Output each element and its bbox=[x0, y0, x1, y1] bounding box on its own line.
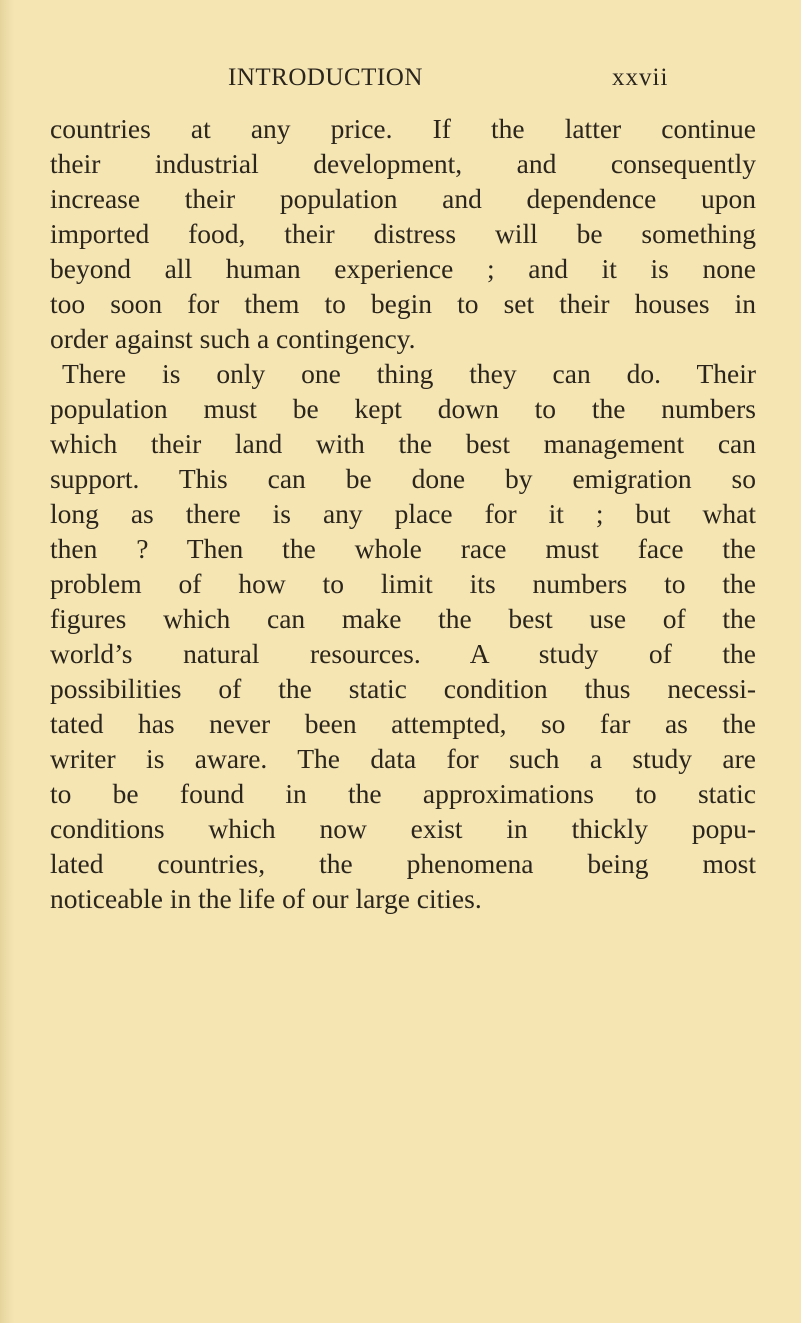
text-line: conditions which now exist in thickly popu- bbox=[50, 813, 756, 844]
text-line: lated countries, the phenomena being most bbox=[50, 848, 756, 879]
text-line: support. This can be done by emigration so bbox=[50, 463, 756, 494]
running-title: INTRODUCTION bbox=[228, 64, 423, 91]
text-line: noticeable in the life of our large cities. bbox=[50, 883, 482, 914]
text-line: their industrial development, and consequently bbox=[50, 148, 756, 179]
text-line: too soon for them to begin to set their houses in bbox=[50, 288, 756, 319]
text-line: tated has never been attempted, so far as the bbox=[50, 708, 756, 739]
body-text bbox=[50, 111, 756, 916]
text-line: problem of how to limit its numbers to the bbox=[50, 568, 756, 599]
text-line: figures which can make the best use of the bbox=[50, 603, 756, 634]
page-number: xxvii bbox=[612, 64, 669, 91]
paragraph-start-line: There is only one thing they can do. Their bbox=[62, 358, 756, 389]
text-line: then ? Then the whole race must face the bbox=[50, 533, 756, 564]
text-line: order against such a contingency. bbox=[50, 323, 416, 354]
text-line: which their land with the best management can bbox=[50, 428, 756, 459]
text-line: possibilities of the static condition thus necessi- bbox=[50, 673, 756, 704]
text-line: countries at any price. If the latter continue bbox=[50, 113, 756, 144]
text-line: to be found in the approximations to static bbox=[50, 778, 756, 809]
text-line: writer is aware. The data for such a study are bbox=[50, 743, 756, 774]
text-line: increase their population and dependence upon bbox=[50, 183, 756, 214]
running-header bbox=[0, 64, 801, 100]
text-line: imported food, their distress will be something bbox=[50, 218, 756, 249]
text-line: world’s natural resources. A study of the bbox=[50, 638, 756, 669]
text-line: beyond all human experience ; and it is none bbox=[50, 253, 756, 284]
text-line: population must be kept down to the numbers bbox=[50, 393, 756, 424]
page-edge-shadow bbox=[0, 0, 14, 1323]
text-line: long as there is any place for it ; but what bbox=[50, 498, 756, 529]
